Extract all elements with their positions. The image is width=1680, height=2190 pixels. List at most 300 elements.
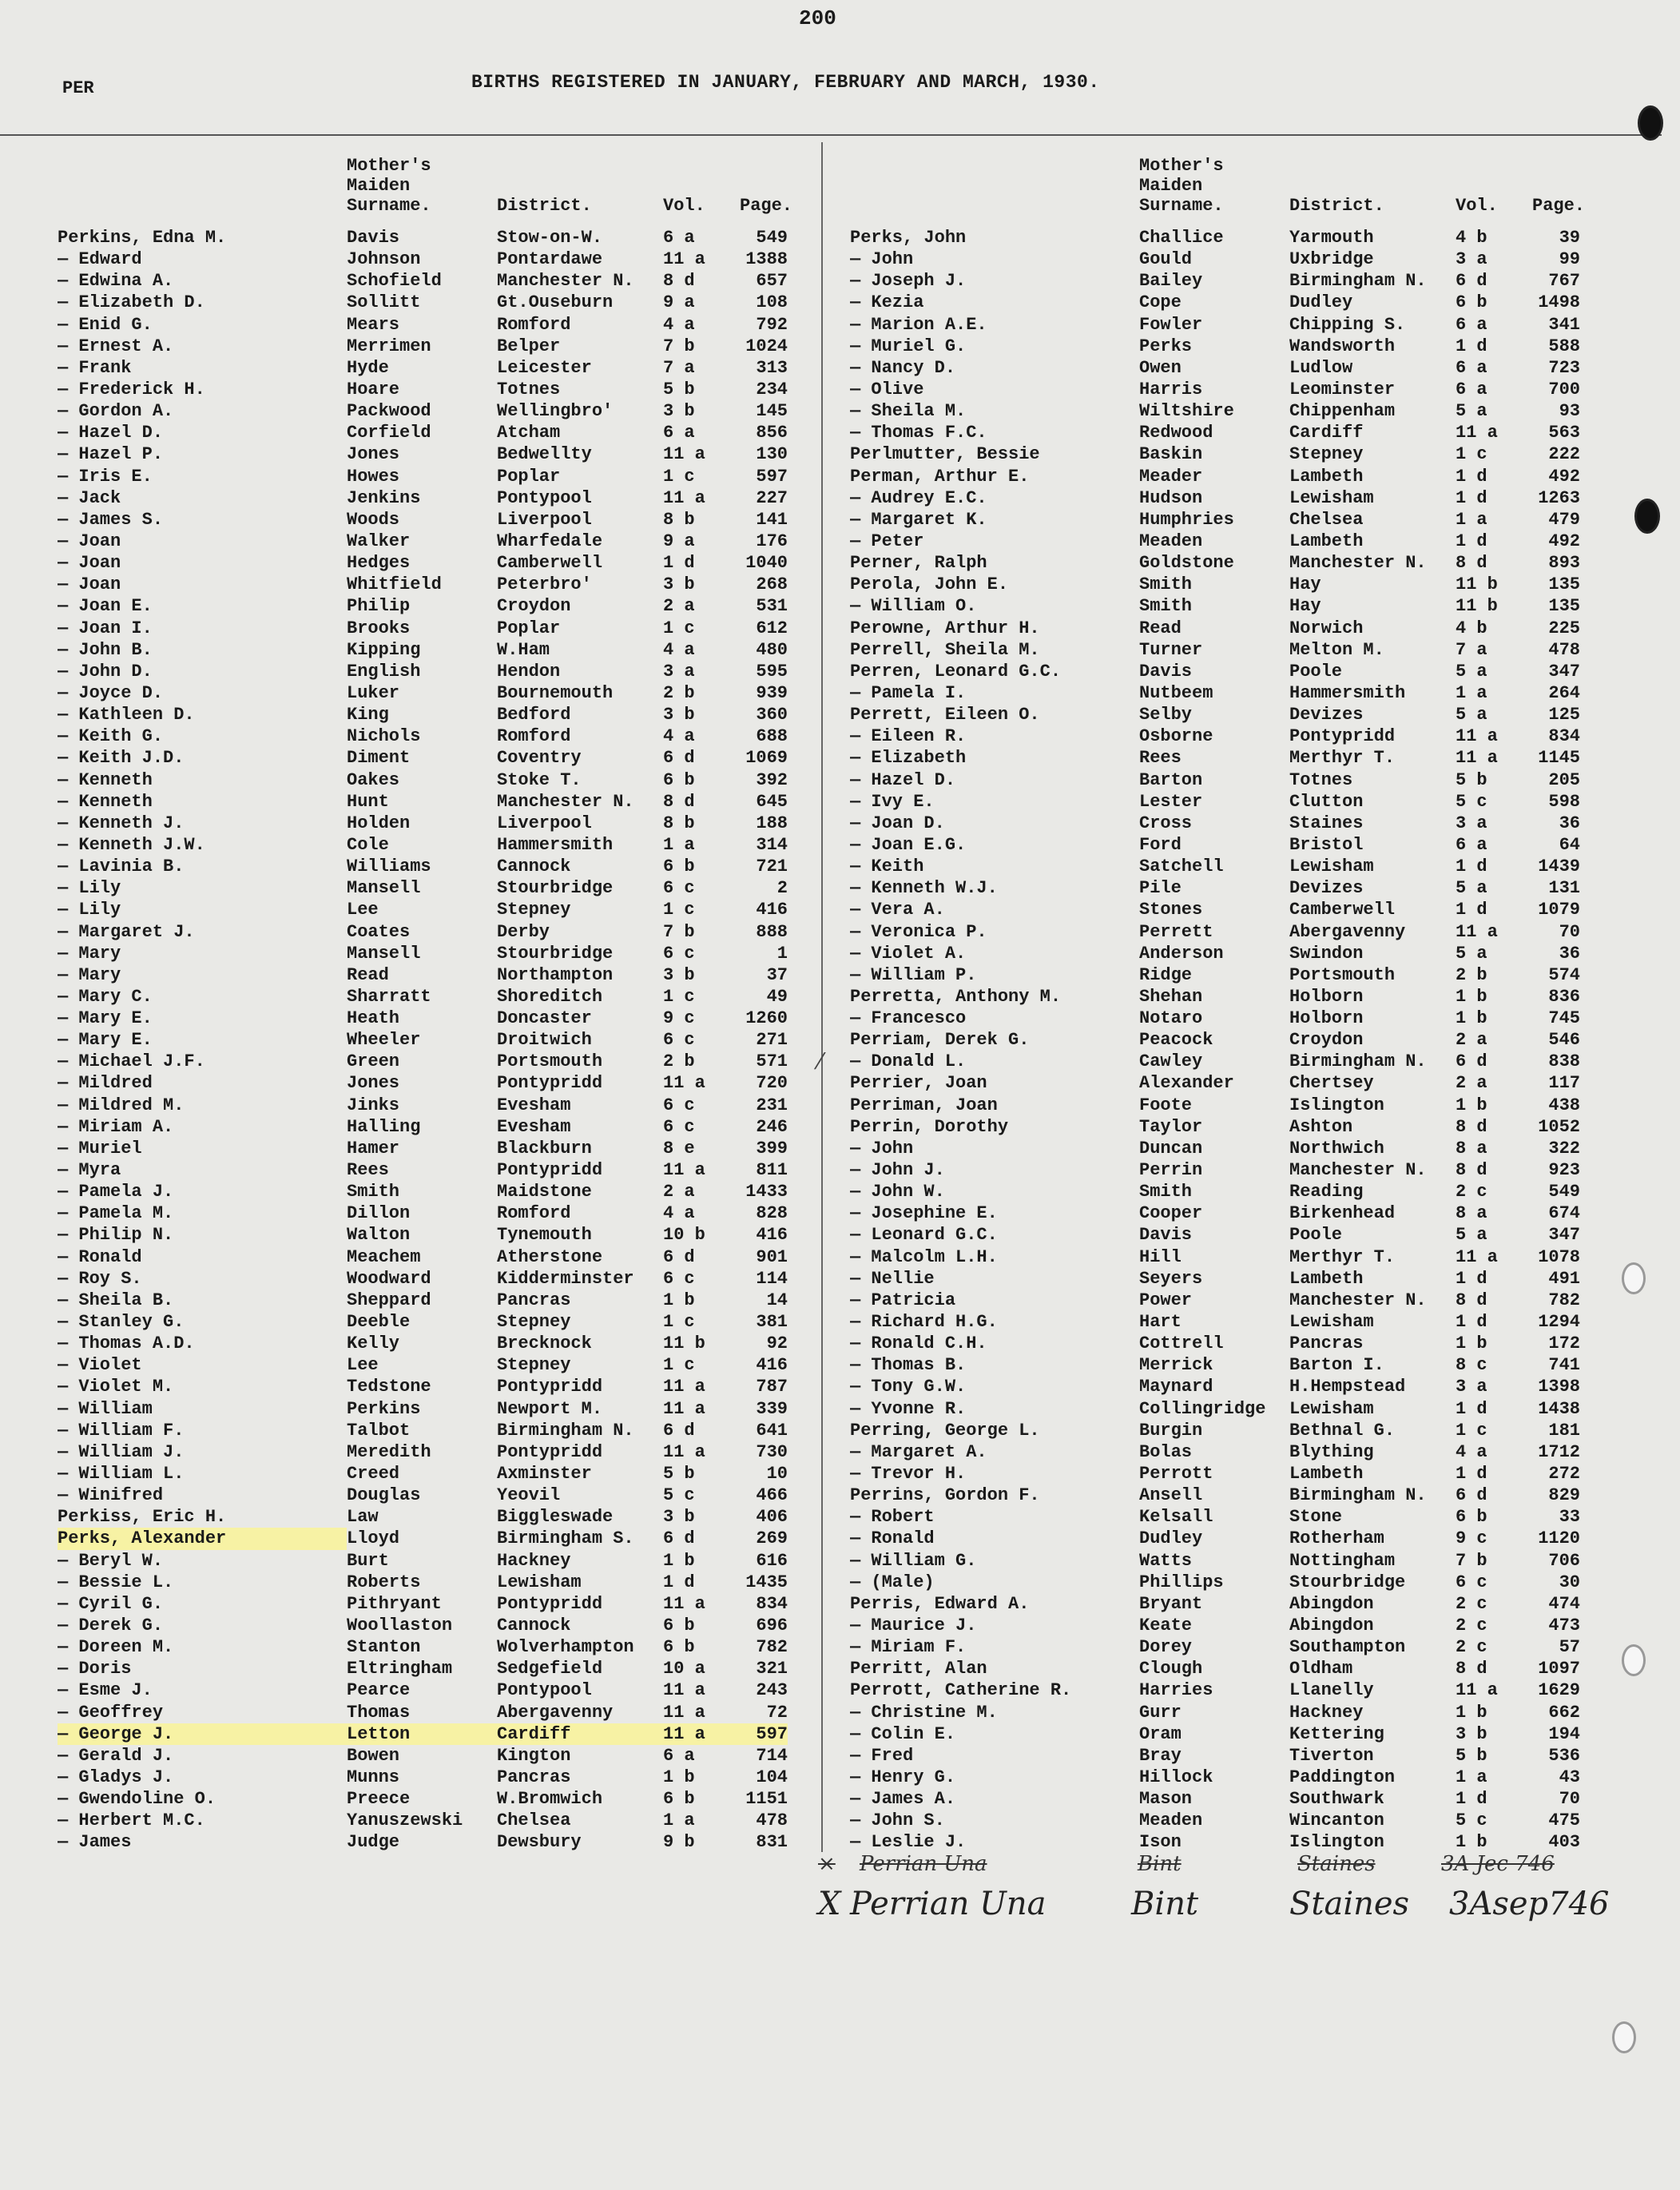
entry-page: 492: [1548, 466, 1580, 487]
entry-name: — Peter: [850, 531, 924, 551]
entry-mother: Pithryant: [347, 1593, 442, 1614]
entry-name: — Mary: [58, 943, 121, 964]
entry-vol: 11 a: [663, 444, 705, 465]
entry-page: 1078: [1538, 1246, 1580, 1267]
left-column-header: [58, 139, 796, 216]
entry-district: Birmingham N.: [1289, 1485, 1427, 1506]
entry-name: — Violet: [58, 1355, 142, 1376]
entry-mother: Bolas: [1139, 1441, 1193, 1462]
entry-vol: 1 c: [663, 618, 695, 638]
entry-district: Newport M.: [497, 1398, 603, 1419]
entry-district: Lewisham: [497, 1572, 582, 1592]
register-row: [850, 595, 1588, 617]
entry-district: Birmingham N.: [1289, 271, 1427, 292]
entry-name: Perola, John E.: [850, 574, 1009, 595]
entry-mother: Walker: [347, 531, 411, 551]
entry-page: 574: [1548, 964, 1580, 985]
entry-vol: 7 a: [1456, 639, 1487, 660]
entry-mother: King: [347, 705, 389, 725]
entry-district: Leominster: [1289, 379, 1396, 399]
register-row: [58, 1181, 796, 1202]
entry-name: — Joan: [58, 553, 121, 574]
register-row: [58, 574, 796, 595]
entry-mother: Harris: [1139, 379, 1203, 399]
entry-mother: Lloyd: [347, 1528, 400, 1549]
entry-mother: Perrin: [1139, 1160, 1203, 1181]
register-row: [58, 357, 796, 379]
entry-page: 888: [756, 921, 788, 942]
register-row: [850, 1029, 1588, 1051]
register-row: [58, 1636, 796, 1658]
entry-mother: Yanuszewski: [347, 1810, 463, 1831]
entry-page: 125: [1548, 705, 1580, 725]
register-row: [850, 1051, 1588, 1072]
register-row: [850, 964, 1588, 986]
entry-page: 901: [756, 1246, 788, 1267]
entry-district: Stourbridge: [1289, 1572, 1406, 1592]
entry-district: Poplar: [497, 618, 561, 638]
binder-hole: [1622, 1262, 1646, 1294]
entry-vol: 5 a: [1456, 401, 1487, 422]
register-row: [58, 422, 796, 443]
entry-page: 360: [756, 705, 788, 725]
register-row: [58, 834, 796, 856]
entry-name: Perrier, Joan: [850, 1073, 987, 1094]
entry-vol: 2 c: [1456, 1637, 1487, 1658]
register-row: [850, 813, 1588, 834]
entry-name: — Josephine E.: [850, 1203, 998, 1224]
register-row: [58, 1376, 796, 1397]
entry-name: — Joan I.: [58, 618, 153, 638]
register-row: [58, 595, 796, 617]
register-row: [58, 682, 796, 704]
struck-ref: 3A Jec 746: [1441, 1852, 1555, 1876]
register-row: [58, 270, 796, 292]
entry-vol: 8 e: [663, 1138, 695, 1159]
entry-district: Atherstone: [497, 1246, 603, 1267]
entry-vol: 6 b: [663, 857, 695, 877]
register-row: [58, 725, 796, 747]
entry-name: — Michael J.F.: [58, 1051, 205, 1072]
entry-page: 531: [756, 596, 788, 617]
entry-district: Manchester N.: [497, 271, 634, 292]
entry-mother: Barton: [1139, 769, 1203, 790]
entry-mother: Mansell: [347, 943, 421, 964]
entry-page: 70: [1559, 921, 1580, 942]
mother-maiden-surname-header: [347, 156, 497, 216]
entry-page: 188: [756, 813, 788, 833]
register-row: [850, 1615, 1588, 1636]
page-header: Page.: [740, 196, 793, 216]
entry-district: Norwich: [1289, 618, 1364, 638]
register-row: [58, 769, 796, 791]
entry-mother: Holden: [347, 813, 411, 833]
entry-name: — Sheila B.: [58, 1290, 174, 1310]
entry-district: Kidderminster: [497, 1268, 634, 1289]
entry-vol: 1 b: [663, 1767, 695, 1787]
entry-name: — William P.: [850, 964, 977, 985]
entry-vol: 3 b: [1456, 1723, 1487, 1744]
entry-district: Chelsea: [497, 1810, 571, 1831]
entry-vol: 1 c: [663, 900, 695, 920]
entry-name: — Doreen M.: [58, 1637, 174, 1658]
entry-page: 1069: [745, 748, 788, 769]
entry-mother: Whitfield: [347, 574, 442, 595]
entry-page: 597: [756, 466, 788, 487]
entry-vol: 1 b: [1456, 1702, 1487, 1723]
entry-mother: Humphries: [1139, 509, 1234, 530]
entry-district: Bethnal G.: [1289, 1420, 1396, 1441]
entry-district: Stepney: [497, 1355, 571, 1376]
entry-page: 473: [1548, 1616, 1580, 1636]
entry-vol: 5 a: [1456, 661, 1487, 682]
register-row: [850, 1745, 1588, 1767]
entry-district: Evesham: [497, 1116, 571, 1137]
entry-page: 205: [1548, 769, 1580, 790]
entry-page: 491: [1548, 1268, 1580, 1289]
entry-mother: Meaden: [1139, 531, 1203, 551]
entry-vol: 7 a: [663, 357, 695, 378]
entry-vol: 11 a: [663, 1073, 705, 1094]
entry-page: 597: [722, 1723, 788, 1745]
entry-page: 176: [756, 531, 788, 551]
register-row: [58, 1593, 796, 1615]
entry-district: Pontardawe: [497, 249, 603, 270]
entry-vol: 6 c: [663, 1095, 695, 1115]
entry-page: 313: [756, 357, 788, 378]
entry-vol: 11 a: [663, 487, 705, 508]
entry-vol: 6 d: [663, 1246, 695, 1267]
entry-page: 114: [756, 1268, 788, 1289]
entry-page: 2: [776, 878, 788, 899]
entry-vol: 11 a: [1456, 921, 1498, 942]
entry-name: — Miriam F.: [850, 1637, 967, 1658]
entry-page: 141: [756, 509, 788, 530]
entry-name: — Keith: [850, 857, 924, 877]
entry-name: — Bessie L.: [58, 1572, 174, 1592]
register-row: [58, 379, 796, 400]
entry-name: — Muriel: [58, 1138, 142, 1159]
entry-name: — Geoffrey: [58, 1702, 164, 1723]
entry-district: Stone: [1289, 1507, 1343, 1528]
entry-district: Islington: [1289, 1832, 1384, 1853]
entry-district: Chertsey: [1289, 1073, 1374, 1094]
entry-vol: 9 c: [1456, 1528, 1487, 1549]
left-column: [58, 139, 796, 1854]
entry-name: — Edward: [58, 249, 142, 270]
entry-page: 745: [1548, 1008, 1580, 1029]
entry-page: 135: [1548, 574, 1580, 595]
entry-district: Islington: [1289, 1095, 1384, 1115]
entry-district: Cannock: [497, 1616, 571, 1636]
entry-vol: 6 b: [1456, 1507, 1487, 1528]
entry-district: Totnes: [1289, 769, 1353, 790]
entry-mother: Kipping: [347, 639, 421, 660]
entry-name: Perritt, Alan: [850, 1659, 987, 1679]
entry-name: — Gerald J.: [58, 1745, 174, 1766]
entry-name: — William L.: [58, 1464, 185, 1485]
entry-page: 1052: [1538, 1116, 1580, 1137]
entry-page: 1151: [745, 1789, 788, 1810]
entry-vol: 3 b: [663, 401, 695, 422]
entry-district: Liverpool: [497, 813, 592, 833]
register-row: [58, 1831, 796, 1853]
entry-vol: 8 d: [1456, 1160, 1487, 1181]
entry-vol: 6 c: [663, 1030, 695, 1051]
entry-page: 478: [1548, 639, 1580, 660]
entry-page: 10: [766, 1464, 788, 1485]
entry-mother: Smith: [347, 1182, 400, 1202]
entry-vol: 1 c: [663, 986, 695, 1007]
binder-hole: [1622, 1644, 1646, 1676]
entry-mother: Sollitt: [347, 292, 421, 313]
entry-page: 1120: [1538, 1528, 1580, 1549]
entry-page: 1294: [1538, 1312, 1580, 1333]
entry-mother: Lester: [1139, 791, 1203, 812]
register-row: [850, 357, 1588, 379]
entry-vol: 8 d: [663, 271, 695, 292]
entry-mother: Turner: [1139, 639, 1203, 660]
entry-mother: Lee: [347, 1355, 379, 1376]
entry-page: 1712: [1538, 1441, 1580, 1462]
entry-mother: Power: [1139, 1290, 1193, 1310]
entry-mother: Smith: [1139, 1182, 1193, 1202]
entry-mother: Read: [1139, 618, 1182, 638]
entry-name: — Fred: [850, 1745, 914, 1766]
entry-district: Oldham: [1289, 1659, 1353, 1679]
entry-page: 612: [756, 618, 788, 638]
entry-name: — Nancy D.: [850, 357, 956, 378]
entry-district: Cardiff: [497, 1723, 663, 1745]
entry-district: Pancras: [497, 1767, 571, 1787]
register-row: [58, 1485, 796, 1506]
entry-vol: 6 c: [663, 878, 695, 899]
entry-district: Axminster: [497, 1464, 592, 1485]
entry-mother: Alexander: [1139, 1073, 1234, 1094]
entry-mother: Tedstone: [347, 1377, 431, 1397]
entry-district: Swindon: [1289, 943, 1364, 964]
entry-vol: 3 a: [1456, 813, 1487, 833]
entry-vol: 9 c: [663, 1008, 695, 1029]
entry-district: Hammersmith: [1289, 682, 1406, 703]
entry-district: Brecknock: [497, 1333, 592, 1354]
handwritten-mark: X: [818, 1886, 841, 1922]
register-row: [850, 1376, 1588, 1397]
entry-mother: Cross: [1139, 813, 1193, 833]
register-row: [850, 400, 1588, 422]
entry-district: Chipping S.: [1289, 314, 1406, 335]
entry-vol: 6 a: [1456, 314, 1487, 335]
register-row: [58, 943, 796, 964]
entry-district: Pontypool: [497, 1680, 592, 1701]
entry-page: 322: [1548, 1138, 1580, 1159]
entry-vol: 4 a: [663, 314, 695, 335]
entry-mother: Wiltshire: [1139, 401, 1234, 422]
register-row: [58, 1420, 796, 1441]
entry-mother: Merrick: [1139, 1355, 1213, 1376]
entry-mother: Stanton: [347, 1637, 421, 1658]
entry-mother: Eltringham: [347, 1659, 453, 1679]
mother-header-line: Maiden: [347, 176, 411, 196]
entry-name: — Colin E.: [850, 1723, 956, 1744]
entry-page: 1398: [1538, 1377, 1580, 1397]
register-row: [58, 1224, 796, 1246]
entry-district: Blything: [1289, 1441, 1374, 1462]
entry-mother: Jinks: [347, 1095, 400, 1115]
entry-mother: Hedges: [347, 553, 411, 574]
entry-name: — James S.: [58, 509, 164, 530]
entry-mother: Diment: [347, 748, 411, 769]
entry-name: — Esme J.: [58, 1680, 153, 1701]
register-row: [58, 443, 796, 465]
register-row: [850, 1008, 1588, 1029]
entry-name: Perrott, Catherine R.: [850, 1680, 1072, 1701]
entry-name: — William O.: [850, 596, 977, 617]
entry-mother: Sheppard: [347, 1290, 431, 1310]
entry-vol: 8 d: [1456, 1290, 1487, 1310]
entry-district: Pancras: [1289, 1333, 1364, 1354]
entry-district: Ludlow: [1289, 357, 1353, 378]
entry-page: 227: [756, 487, 788, 508]
entry-district: Hay: [1289, 596, 1321, 617]
entry-vol: 6 c: [663, 943, 695, 964]
mother-header-line: Maiden: [1139, 176, 1203, 196]
register-row: [58, 1398, 796, 1420]
entry-page: 416: [756, 900, 788, 920]
entry-vol: 11 a: [663, 1160, 705, 1181]
entry-vol: 6 d: [1456, 1485, 1487, 1506]
entry-mother: Phillips: [1139, 1572, 1224, 1592]
entry-vol: 1 d: [1456, 531, 1487, 551]
entry-district: Maidstone: [497, 1182, 592, 1202]
entry-district: Hackney: [1289, 1702, 1364, 1723]
entry-page: 939: [756, 682, 788, 703]
register-row: [58, 1463, 796, 1485]
entry-mother: Foote: [1139, 1095, 1193, 1115]
entry-district: Liverpool: [497, 509, 592, 530]
entry-mother: Lee: [347, 900, 379, 920]
entry-name: — Enid G.: [58, 314, 153, 335]
entry-vol: 6 a: [663, 228, 695, 248]
right-column: [850, 139, 1588, 1854]
entry-district: Abergavenny: [1289, 921, 1406, 942]
entry-page: 536: [1548, 1745, 1580, 1766]
register-row: [850, 1138, 1588, 1159]
mother-header-line: Surname.: [1139, 196, 1224, 216]
district-header: District.: [1289, 196, 1384, 216]
entry-district: Merthyr T.: [1289, 748, 1396, 769]
entry-vol: 2 a: [663, 1182, 695, 1202]
entry-mother: Osborne: [1139, 726, 1213, 747]
register-row: [58, 1354, 796, 1376]
entry-mother: Green: [347, 1051, 400, 1072]
entry-district: Dudley: [1289, 292, 1353, 313]
entry-district: Stourbridge: [497, 878, 614, 899]
register-row: [850, 1159, 1588, 1181]
entry-vol: 6 c: [1456, 1572, 1487, 1592]
entry-mother: Meaden: [1139, 1810, 1203, 1831]
entry-name: — Nellie: [850, 1268, 935, 1289]
register-row: [850, 270, 1588, 292]
register-row: [850, 1311, 1588, 1333]
entry-page: 37: [766, 964, 788, 985]
entry-page: 231: [756, 1095, 788, 1115]
entry-page: 403: [1548, 1832, 1580, 1853]
entry-page: 1388: [745, 249, 788, 270]
register-row: [850, 1572, 1588, 1593]
entry-name: — Kenneth: [58, 791, 153, 812]
entry-page: 92: [766, 1333, 788, 1354]
entry-name: — Frank: [58, 357, 132, 378]
entry-vol: 6 b: [1456, 292, 1487, 313]
register-row: [850, 639, 1588, 661]
entry-district: Hendon: [497, 661, 561, 682]
entry-vol: 4 a: [663, 1203, 695, 1224]
entry-mother: Thomas: [347, 1702, 411, 1723]
entry-name: — Elizabeth D.: [58, 292, 205, 313]
entry-vol: 1 b: [1456, 1832, 1487, 1853]
left-register-list: [58, 227, 796, 1854]
entry-name: — John J.: [850, 1160, 945, 1181]
entry-mother: Meredith: [347, 1441, 431, 1462]
entry-name: — Herbert M.C.: [58, 1810, 205, 1831]
register-row: [850, 661, 1588, 682]
register-row: [850, 292, 1588, 313]
entry-district: Bristol: [1289, 834, 1364, 855]
entry-district: Ashton: [1289, 1116, 1353, 1137]
entry-mother: Douglas: [347, 1485, 421, 1506]
entry-page: 108: [756, 292, 788, 313]
entry-page: 836: [1548, 986, 1580, 1007]
entry-mother: Jones: [347, 444, 400, 465]
entry-name: Perren, Leonard G.C.: [850, 661, 1062, 682]
entry-district: Croydon: [497, 596, 571, 617]
entry-vol: 5 b: [1456, 1745, 1487, 1766]
entry-district: Pontypridd: [1289, 726, 1396, 747]
register-row: [58, 1029, 796, 1051]
entry-vol: 8 d: [663, 791, 695, 812]
entry-mother: Nutbeem: [1139, 682, 1213, 703]
register-row: [850, 1072, 1588, 1094]
entry-district: Birmingham S.: [497, 1528, 634, 1549]
entry-district: Stow-on-W.: [497, 228, 603, 248]
entry-vol: 1 a: [1456, 509, 1487, 530]
entry-page: 135: [1548, 596, 1580, 617]
entry-vol: 10 a: [663, 1659, 705, 1679]
entry-name: — Violet M.: [58, 1377, 174, 1397]
entry-name: — Joan D.: [850, 813, 945, 833]
entry-name: — John S.: [850, 1810, 945, 1831]
entry-vol: 9 b: [663, 1832, 695, 1853]
entry-vol: 1 b: [1456, 986, 1487, 1007]
entry-mother: Seyers: [1139, 1268, 1203, 1289]
entry-name: Perman, Arthur E.: [850, 466, 1030, 487]
entry-name: — Iris E.: [58, 466, 153, 487]
page-header: Page.: [1532, 196, 1586, 216]
entry-mother: Perrett: [1139, 921, 1213, 942]
mother-maiden-surname-header: [1139, 156, 1289, 216]
entry-vol: 8 a: [1456, 1203, 1487, 1224]
entry-page: 181: [1548, 1420, 1580, 1441]
mother-header-line: Mother's: [347, 156, 431, 176]
register-row: [850, 769, 1588, 791]
register-row: [58, 1615, 796, 1636]
entry-district: Clutton: [1289, 791, 1364, 812]
register-row: [58, 1679, 796, 1701]
entry-mother: Gurr: [1139, 1702, 1182, 1723]
handwritten-mother: Bint: [1131, 1886, 1199, 1922]
register-row: [58, 509, 796, 531]
